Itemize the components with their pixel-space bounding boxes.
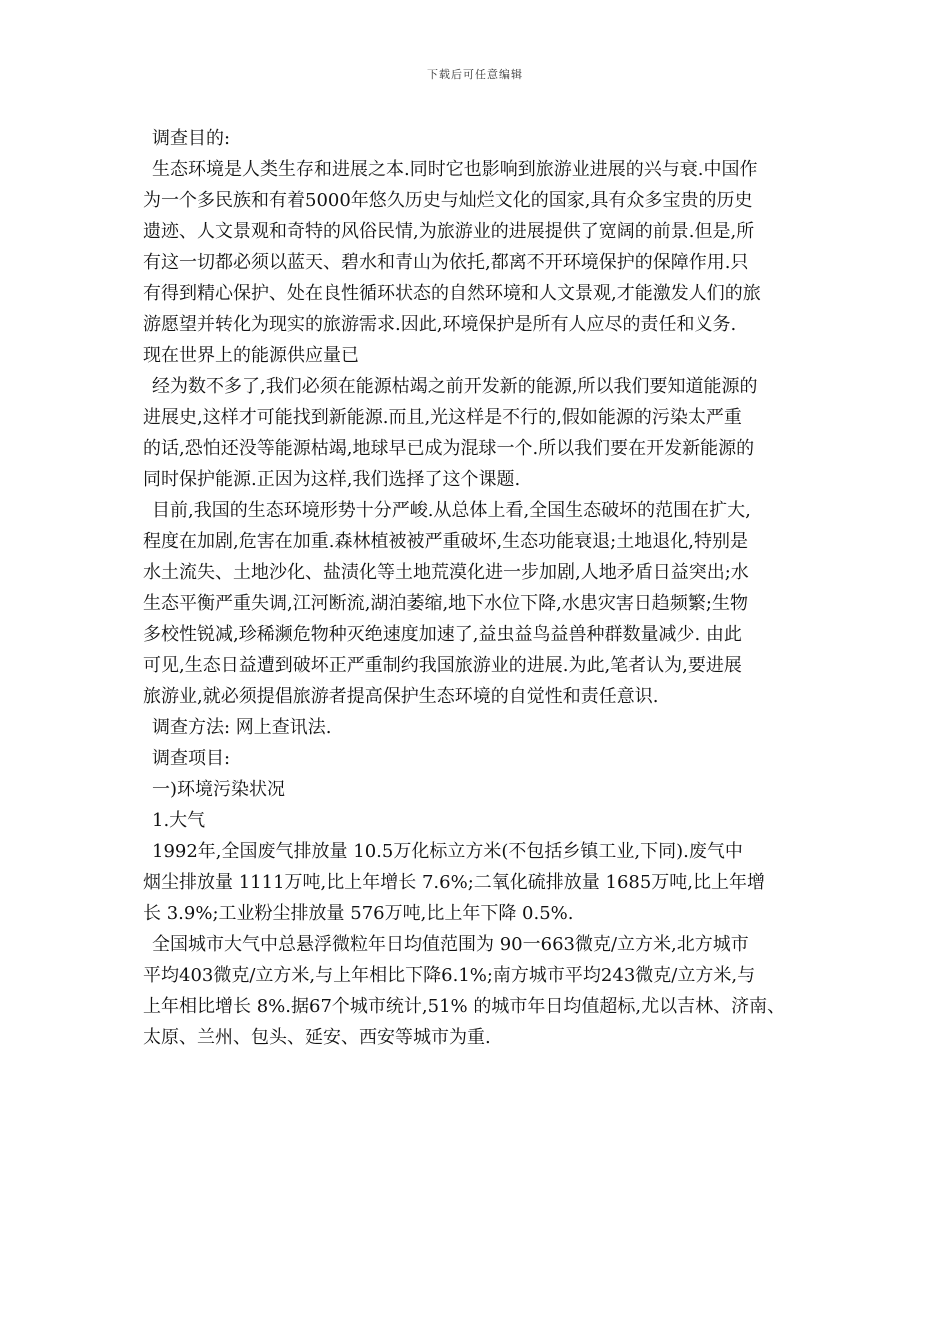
text-line: 旅游业,就必须提倡旅游者提高保护生态环境的自觉性和责任意识. [143, 686, 659, 707]
text-line: 为一个多民族和有着5000年悠久历史与灿烂文化的国家,具有众多宝贵的历史 [143, 190, 753, 211]
document-body [143, 123, 808, 1053]
text-line: 全国城市大气中总悬浮微粒年日均值范围为 90一663微克/立方米,北方城市 [152, 934, 749, 955]
text-line: 同时保护能源.正因为这样,我们选择了这个课题. [143, 469, 521, 490]
text-line: 长 3.9%;工业粉尘排放量 576万吨,比上年下降 0.5%. [143, 903, 574, 924]
text-line: 遗迹、人文景观和奇特的风俗民情,为旅游业的进展提供了宽阔的前景.但是,所 [143, 221, 755, 242]
text-line: 烟尘排放量 1111万吨,比上年增长 7.6%;二氧化硫排放量 1685万吨,比上年增 [143, 872, 766, 893]
text-line: 上年相比增长 8%.据67个城市统计,51% 的城市年日均值超标,尤以吉林、济南、 [143, 996, 786, 1017]
text-line: 太原、兰州、包头、延安、西安等城市为重. [143, 1027, 491, 1048]
text-line: 平均403微克/立方米,与上年相比下降6.1%;南方城市平均243微克/立方米,与 [143, 965, 756, 986]
text-line: 可见,生态日益遭到破坏正严重制约我国旅游业的进展.为此,笔者认为,要进展 [143, 655, 742, 676]
text-line: 一)环境污染状况 [152, 779, 286, 800]
text-line: 调查方法: 网上查讯法. [152, 717, 332, 738]
text-line: 水土流失、土地沙化、盐渍化等土地荒漠化进一步加剧,人地矛盾日益突出;水 [143, 562, 749, 583]
text-line: 调查目的: [152, 128, 231, 149]
text-line: 程度在加剧,危害在加重.森林植被被严重破坏,生态功能衰退;土地退化,特别是 [143, 531, 748, 552]
text-line: 目前,我国的生态环境形势十分严峻.从总体上看,全国生态破坏的范围在扩大, [152, 500, 751, 521]
text-line: 调查项目: [152, 748, 231, 769]
text-line: 有这一切都必须以蓝天、碧水和青山为依托,都离不开环境保护的保障作用.只 [143, 252, 749, 273]
text-line: 的话,恐怕还没等能源枯竭,地球早已成为混球一个.所以我们要在开发新能源的 [143, 438, 755, 459]
text-line: 有得到精心保护、处在良性循环状态的自然环境和人文景观,才能激发人们的旅 [143, 283, 761, 304]
text-line: 经为数不多了,我们必须在能源枯竭之前开发新的能源,所以我们要知道能源的 [152, 376, 758, 397]
text-line: 生态环境是人类生存和进展之本.同时它也影响到旅游业进展的兴与衰.中国作 [152, 159, 758, 180]
page-header: 下载后可任意编辑 [427, 68, 523, 81]
text-line: 1.大气 [152, 810, 206, 831]
text-line: 现在世界上的能源供应量已 [143, 345, 359, 366]
text-line: 游愿望并转化为现实的旅游需求.因此,环境保护是所有人应尽的责任和义务. [143, 314, 737, 335]
text-line: 进展史,这样才可能找到新能源.而且,光这样是不行的,假如能源的污染太严重 [143, 407, 742, 428]
text-line: 多校性锐减,珍稀濒危物种灭绝速度加速了,益虫益鸟益兽种群数量减少. 由此 [143, 624, 742, 645]
text-line: 1992年,全国废气排放量 10.5万化标立方米(不包括乡镇工业,下同).废气中 [152, 841, 743, 862]
text-line: 生态平衡严重失调,江河断流,湖泊萎缩,地下水位下降,水患灾害日趋频繁;生物 [143, 593, 748, 614]
